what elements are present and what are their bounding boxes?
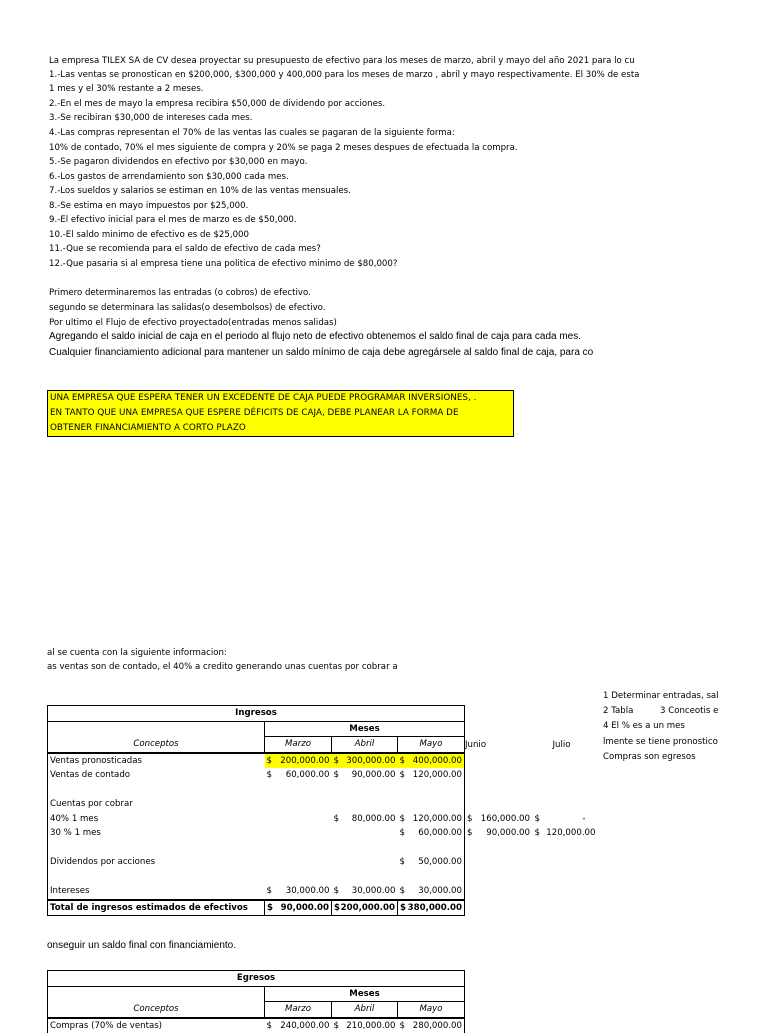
side-note: 3 Conceotis e	[660, 704, 768, 719]
cell-value: 60,000.00	[418, 828, 462, 838]
fragment-line: as ventas son de contado, el 40% a credito generando unas cuentas por cobrar a	[47, 661, 398, 673]
egresos-table: Egresos Meses Conceptos Marzo Abril Mayo Compras (70% de ventas) $ 240,000.00 $ 210,000.00 $ 280,000.00	[47, 970, 465, 1033]
intro-line: 1 mes y el 30% restante a 2 meses.	[49, 83, 204, 95]
total-value: 90,000.00	[281, 903, 329, 913]
fragment-line: al se cuenta con la siguiente informacion:	[47, 647, 227, 659]
total-label: Total de ingresos estimados de efectivos	[48, 900, 265, 916]
cell-value: 90,000.00	[352, 770, 396, 780]
cell-value: 60,000.00	[286, 770, 330, 780]
highlight-line: UNA EMPRESA QUE ESPERA TENER UN EXCEDENTE DE CAJA PUEDE PROGRAMAR INVERSIONES, .	[50, 391, 515, 406]
note-line: Agregando el saldo inicial de caja en el periodo al flujo neto de efectivo obtenemos el saldo final de caja para cada mes.	[49, 331, 665, 343]
cell-value: 400,000.00	[413, 756, 462, 766]
cell-value: 80,000.00	[352, 814, 396, 824]
intro-line: 9.-El efectivo inicial para el mes de marzo es de $50,000.	[49, 214, 297, 226]
cell-value: 280,000.00	[413, 1021, 462, 1031]
step-line: Primero determinaremos las entradas (o cobros) de efectivo.	[49, 287, 311, 299]
cell-value: 120,000.00	[546, 828, 595, 838]
cell-value: 50,000.00	[418, 857, 462, 867]
intro-line: 10% de contado, 70% el mes siguiente de compra y 20% se paga 2 meses despues de efectuada la compra.	[49, 142, 518, 154]
cell-value: 300,000.00	[346, 756, 395, 766]
side-note: Compras son egresos	[603, 750, 696, 765]
ingresos-title: Ingresos	[48, 706, 465, 722]
intro-line: La empresa TILEX SA de CV desea proyectar su presupuesto de efectivo para los meses de marzo, abril y mayo del año 2021 para lo cu	[49, 55, 631, 67]
ingresos-table: Ingresos Meses Conceptos Marzo Abril Mayo Junio Julio Ventas pronosticadas $ 200,000.00 $ 300,000.00 $ 400,000.00 Ventas de contado $ 60,000.00 $ 90,000.00 $ 120,000.00 Cuentas por cobrar 40% 1 mes $ 80,000.00 $ 120,000.00 $ 160,000.00 $ - 30 % 1 mes $ 60,000.00 $ 90,000.00 $ 120,000.00 Dividendos por acciones $ 50,000.00 Intereses $ 30,000.00 $ 30,000.00 $ 30,000.00 Total de ingresos estimados de efectivos $ 90,000.00 $ 200,000.00 $ 380,000.00	[47, 705, 598, 916]
step-line: Por ultimo el Flujo de efectivo proyectado(entradas menos salidas)	[49, 317, 337, 329]
month-header: Mayo	[398, 737, 465, 753]
intro-line: 3.-Se recibiran $30,000 de intereses cada mes.	[49, 112, 253, 124]
intro-line: 8.-Se estima en mayo impuestos por $25,000.	[49, 200, 248, 212]
highlight-line: OBTENER FINANCIAMIENTO A CORTO PLAZO	[50, 421, 515, 436]
side-note: 4 El % es a un mes	[603, 719, 685, 734]
total-value: 380,000.00	[408, 903, 462, 913]
intro-line: 6.-Los gastos de arrendamiento son $30,000 cada mes.	[49, 171, 289, 183]
cell-value: 120,000.00	[413, 814, 462, 824]
row-label: Cuentas por cobrar	[48, 797, 265, 812]
meses-header: Meses	[265, 986, 465, 1002]
conceptos-header: Conceptos	[48, 737, 265, 753]
side-note: 1 Determinar entradas, sal	[603, 689, 768, 704]
row-label: Dividendos por acciones	[48, 855, 265, 870]
row-label: 30 % 1 mes	[48, 826, 265, 841]
cell-value: 30,000.00	[418, 886, 462, 896]
side-note: 2 Tabla	[603, 704, 633, 719]
note-line: Cualquier financiamiento adicional para mantener un saldo mínimo de caja debe agregársele al saldo final de caja, para co	[49, 347, 659, 359]
highlight-line: EN TANTO QUE UNA EMPRESA QUE ESPERE DÉFICITS DE CAJA, DEBE PLANEAR LA FORMA DE	[50, 406, 515, 421]
intro-line: 5.-Se pagaron dividendos en efectivo por $30,000 en mayo.	[49, 156, 307, 168]
cell-value: 210,000.00	[346, 1021, 395, 1031]
egresos-title: Egresos	[48, 971, 465, 987]
meses-header: Meses	[265, 721, 465, 737]
cell-value: 90,000.00	[486, 828, 530, 838]
intro-line: 1.-Las ventas se pronostican en $200,000, $300,000 y 400,000 para los meses de marzo , abril y mayo respectivamente. El 30% de esta	[49, 69, 631, 81]
row-label: Compras (70% de ventas)	[48, 1018, 265, 1033]
cell-value: 160,000.00	[481, 814, 530, 824]
cell-value: 30,000.00	[352, 886, 396, 896]
month-header: Mayo	[398, 1002, 465, 1018]
cell-value: 120,000.00	[413, 770, 462, 780]
cell-value: 200,000.00	[280, 756, 329, 766]
step-line: segundo se determinara las salidas(o desembolsos) de efectivo.	[49, 302, 326, 314]
month-header-extra: Julio	[533, 737, 598, 753]
fragment-line: onseguir un saldo final con financiamiento.	[47, 940, 236, 952]
total-value: 200,000.00	[341, 903, 395, 913]
intro-line: 4.-Las compras representan el 70% de las ventas las cuales se pagaran de la siguiente forma:	[49, 127, 455, 139]
side-note: lmente se tiene pronostico	[603, 735, 768, 750]
month-header: Abril	[332, 737, 398, 753]
cell-value: -	[582, 814, 595, 824]
intro-line: 7.-Los sueldos y salarios se estiman en 10% de las ventas mensuales.	[49, 185, 351, 197]
intro-line: 10.-El saldo minimo de efectivo es de $25,000	[49, 229, 249, 241]
intro-line: 2.-En el mes de mayo la empresa recibira $50,000 de dividendo por acciones.	[49, 98, 385, 110]
month-header: Marzo	[265, 1002, 332, 1018]
row-label: Ventas pronosticadas	[48, 753, 265, 769]
intro-line: 12.-Que pasaria si al empresa tiene una politica de efectivo minimo de $80,000?	[49, 258, 397, 270]
month-header: Marzo	[265, 737, 332, 753]
cell-value: 240,000.00	[280, 1021, 329, 1031]
conceptos-header: Conceptos	[48, 1002, 265, 1018]
intro-line: 11.-Que se recomienda para el saldo de efectivo de cada mes?	[49, 243, 321, 255]
month-header: Abril	[332, 1002, 398, 1018]
cell-value: 30,000.00	[286, 886, 330, 896]
highlight-box	[47, 390, 514, 437]
row-label: 40% 1 mes	[48, 812, 265, 827]
month-header-extra: Junio	[465, 737, 533, 753]
row-label: Ventas de contado	[48, 768, 265, 783]
row-label: Intereses	[48, 884, 265, 900]
